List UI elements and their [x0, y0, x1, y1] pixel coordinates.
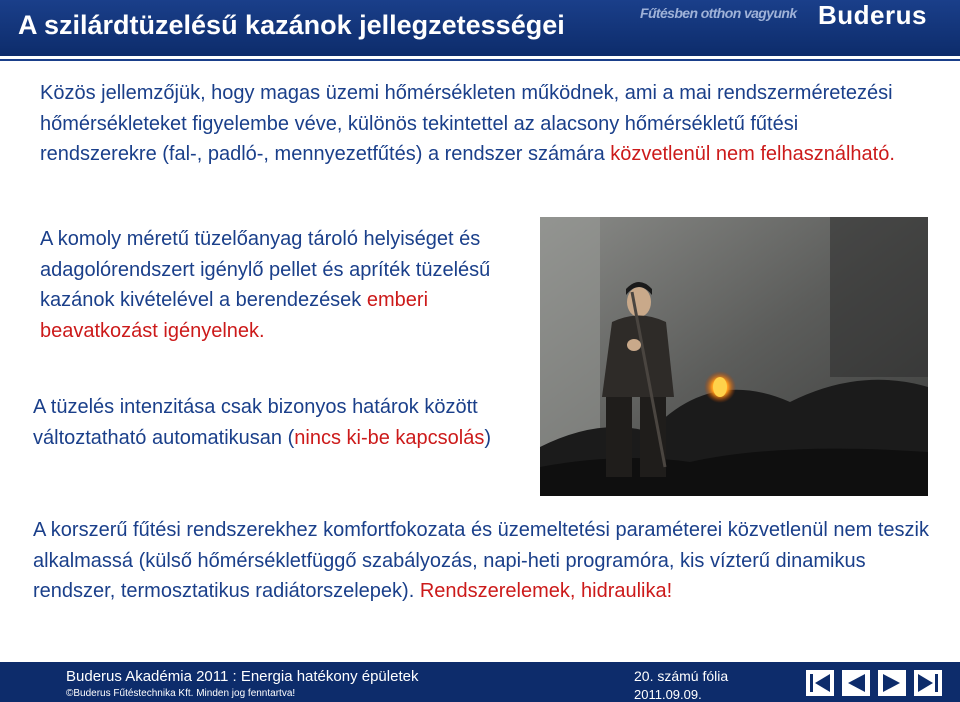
previous-slide-icon: [842, 670, 870, 696]
next-slide-button[interactable]: [878, 670, 906, 696]
paragraph-text: A komoly méretű tüzelőanyag tároló helyiséget és adagolórendszert igénylő pellet és apríték tüzelésű kazánok kivételével a berendezések: [40, 228, 491, 311]
highlight-text: nincs ki-be kapcsolás: [294, 426, 485, 449]
paragraph-human-intervention: [40, 224, 540, 346]
paragraph-text: A korszerű fűtési rendszerekhez komfortfokozata és üzemeltetési paraméterei közvetlenül nem teszik alkalmassá (külső hőmérsékletfüggő szabályozás, napi-heti programóra, kis vízterű dinamikus rendszer, termosztatikus radiátorszelepek).: [33, 519, 929, 602]
copyright: ©Buderus Fűtéstechnika Kft. Minden jog fenntartva!: [66, 688, 296, 699]
last-slide-icon: [914, 670, 942, 696]
slide-date: 2011.09.09.: [634, 687, 702, 702]
paragraph-text: ): [484, 426, 492, 449]
highlight-text: Rendszerelemek, hidraulika!: [419, 580, 673, 602]
next-slide-icon: [878, 670, 906, 696]
highlight-text: közvetlenül nem felhasználható.: [610, 143, 895, 165]
slogan: Fűtésben otthon vagyunk: [640, 5, 797, 21]
brand-logo: Buderus: [818, 0, 927, 30]
header-divider-dark: [0, 59, 960, 61]
paragraph-modern-systems: [33, 515, 933, 607]
paragraph-text: Közös jellemzőjük, hogy magas üzemi hőmérsékleten működnek, ami a mai rendszerméretezési hőmérsékleteket figyelembe véve, különös tekintettel az alacsony hőmérsékletű fűtési rendszerekre (fal-, padló-, mennyezetfűtés) a rendszer számára: [40, 82, 893, 165]
paragraph-operating-temperature: [40, 78, 920, 170]
paragraph-text: A tüzelés intenzitása csak bizonyos határok között változtatható automatikusan (: [33, 396, 478, 449]
header-bar: [0, 0, 960, 56]
coal-furnace-photo: [540, 217, 928, 496]
highlight-text: emberi beavatkozást igényelnek.: [40, 289, 429, 342]
last-slide-button[interactable]: [914, 670, 942, 696]
slide-number: 20. számú fólia: [634, 668, 729, 684]
footer-bar: [0, 662, 960, 702]
first-slide-icon: [806, 670, 834, 696]
course-title: Buderus Akadémia 2011 : Energia hatékony épületek: [66, 668, 419, 685]
previous-slide-button[interactable]: [842, 670, 870, 696]
first-slide-button[interactable]: [806, 670, 834, 696]
paragraph-firing-intensity: [33, 392, 538, 453]
page-title: A szilárdtüzelésű kazánok jellegzetességei: [18, 10, 565, 40]
photo-illustration: [540, 217, 928, 496]
